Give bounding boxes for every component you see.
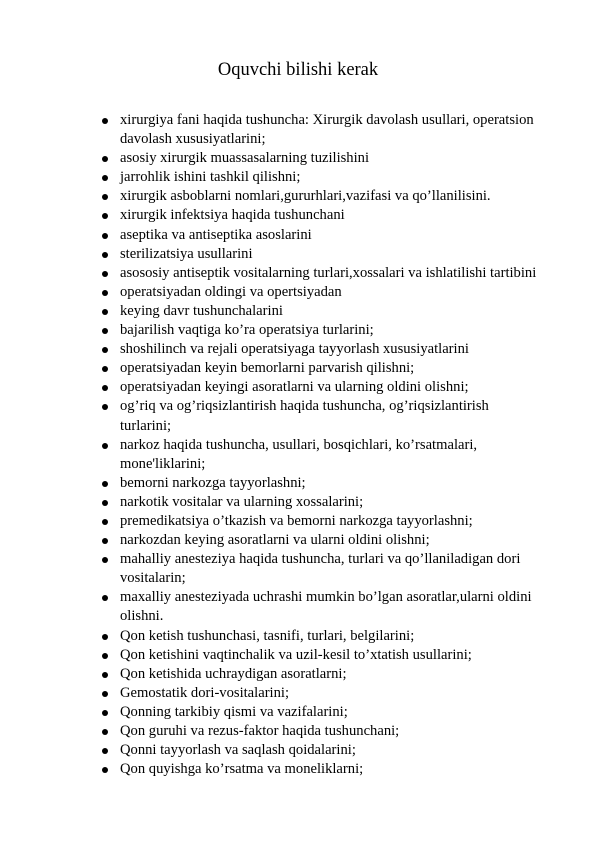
list-item [102,149,542,168]
bullet-icon [102,194,108,200]
list-item [102,321,542,340]
list-item [102,283,542,302]
bullet-icon [102,481,108,487]
list-item-text: narkoz haqida tushuncha, usullari, bosqichlari, ko’rsatmalari, mone'liklarini; [120,436,478,472]
list-item-text: Qon ketishini vaqtinchalik va uzil-kesil to’xtatish usullarini; [120,646,472,663]
list-item-text: xirurgik asboblarni nomlari,gururhlari,vazifasi va qo’llanilisini. [120,188,491,205]
list-item-text: Qon quyishga ko’rsatma va moneliklarni; [120,761,364,778]
list-item-text: Qon guruhi va rezus-faktor haqida tushunchani; [120,723,400,739]
list-item-text: jarrohlik ishini tashkil qilishni; [120,169,301,186]
list-item [102,493,542,512]
list-item-text: Qon ketishida uchraydigan asoratlarni; [120,665,347,682]
bullet-icon [102,729,108,735]
bullet-icon [102,500,108,506]
bullet-icon [102,213,108,219]
list-item-text: operatsiyadan keyingi asoratlarni va ularning oldini olishni; [120,379,469,396]
list-item-text: narkotik vositalar va ularning xossalarini; [120,493,364,510]
list-item-text: xirurgik infektsiya haqida tushunchani [120,207,345,224]
bullet-list [102,111,542,779]
bullet-icon [102,519,108,525]
bullet-icon [102,233,108,239]
bullet-icon [102,767,108,773]
list-item [102,340,542,359]
list-item-text: xirurgiya fani haqida tushuncha: Xirurgik davolash usullari, operatsion davolash xususiyatlarini; [120,112,534,148]
list-item-text: aseptika va antiseptika asoslarini [120,226,312,243]
list-item [102,722,542,741]
list-item [102,474,542,493]
list-item-text: Qon ketish tushunchasi, tasnifi, turlari, belgilarini; [120,627,415,644]
list-item-text: Gemostatik dori-vositalarini; [120,684,290,701]
bullet-icon [102,710,108,716]
list-item [102,111,542,149]
list-item-text: sterilizatsiya usullarini [120,245,253,262]
list-item [102,627,542,646]
bullet-icon [102,347,108,353]
list-item-text: shoshilinch va rejali operatsiyaga tayyorlash xususiyatlarini [120,341,469,358]
list-item-text: asososiy antiseptik vositalarning turlari,xossalari va ishlatilishi tartibini [120,264,537,281]
bullet-icon [102,595,108,601]
bullet-icon [102,290,108,296]
bullet-icon [102,366,108,372]
list-item [102,665,542,684]
list-item [102,550,542,588]
list-item [102,302,542,321]
list-item [102,512,542,531]
list-item-text: Qonning tarkibiy qismi va vazifalarini; [120,703,348,720]
list-item [102,245,542,264]
list-item [102,397,542,435]
list-item-text: bemorni narkozga tayyorlashni; [120,474,306,491]
page-title: Oquvchi bilishi kerak [217,60,379,80]
bullet-icon [102,175,108,181]
bullet-icon [102,328,108,334]
bullet-icon [102,252,108,258]
bullet-icon [102,156,108,162]
list-item-text: og’riq va og’riqsizlantirish haqida tushuncha, og’riqsizlantirish turlarini; [120,398,489,434]
bullet-icon [102,691,108,697]
bullet-icon [102,443,108,449]
list-item-text: keying davr tushunchalarini [120,302,283,319]
list-item [102,531,542,550]
list-item-text: bajarilish vaqtiga ko’ra operatsiya turlarini; [120,322,374,339]
list-item-text: Qonni tayyorlash va saqlash qoidalarini; [120,742,356,759]
list-item [102,646,542,665]
list-item [102,187,542,206]
list-item [102,359,542,378]
list-item [102,741,542,760]
list-item-text: asosiy xirurgik muassasalarning tuzilishini [120,150,370,167]
bullet-icon [102,404,108,410]
list-item [102,436,542,474]
bullet-icon [102,653,108,659]
bullet-icon [102,634,108,640]
bullet-icon [102,557,108,563]
list-item-text: premedikatsiya o’tkazish va bemorni narkozga tayyorlashni; [120,512,473,529]
bullet-icon [102,538,108,544]
bullet-icon [102,748,108,754]
list-item-text: operatsiyadan oldingi va opertsiyadan [120,283,342,300]
list-item-text: maxalliy anesteziyada uchrashi mumkin bo’lgan asoratlar,ularni oldini olishni. [120,589,532,625]
list-item [102,226,542,245]
bullet-icon [102,672,108,678]
list-item [102,703,542,722]
bullet-icon [102,271,108,277]
list-item [102,588,542,626]
bullet-icon [102,309,108,315]
list-item [102,684,542,703]
list-item [102,378,542,397]
list-item-text: narkozdan keying asoratlarni va ularni oldini olishni; [120,532,430,549]
list-item [102,760,542,779]
list-item [102,206,542,225]
list-item-text: operatsiyadan keyin bemorlarni parvarish qilishni; [120,360,415,377]
list-item-text: mahalliy anesteziya haqida tushuncha, turlari va qo’llaniladigan dori vositalarin; [120,551,521,587]
bullet-icon [102,385,108,391]
list-item [102,264,542,283]
bullet-icon [102,118,108,124]
list-item [102,168,542,187]
